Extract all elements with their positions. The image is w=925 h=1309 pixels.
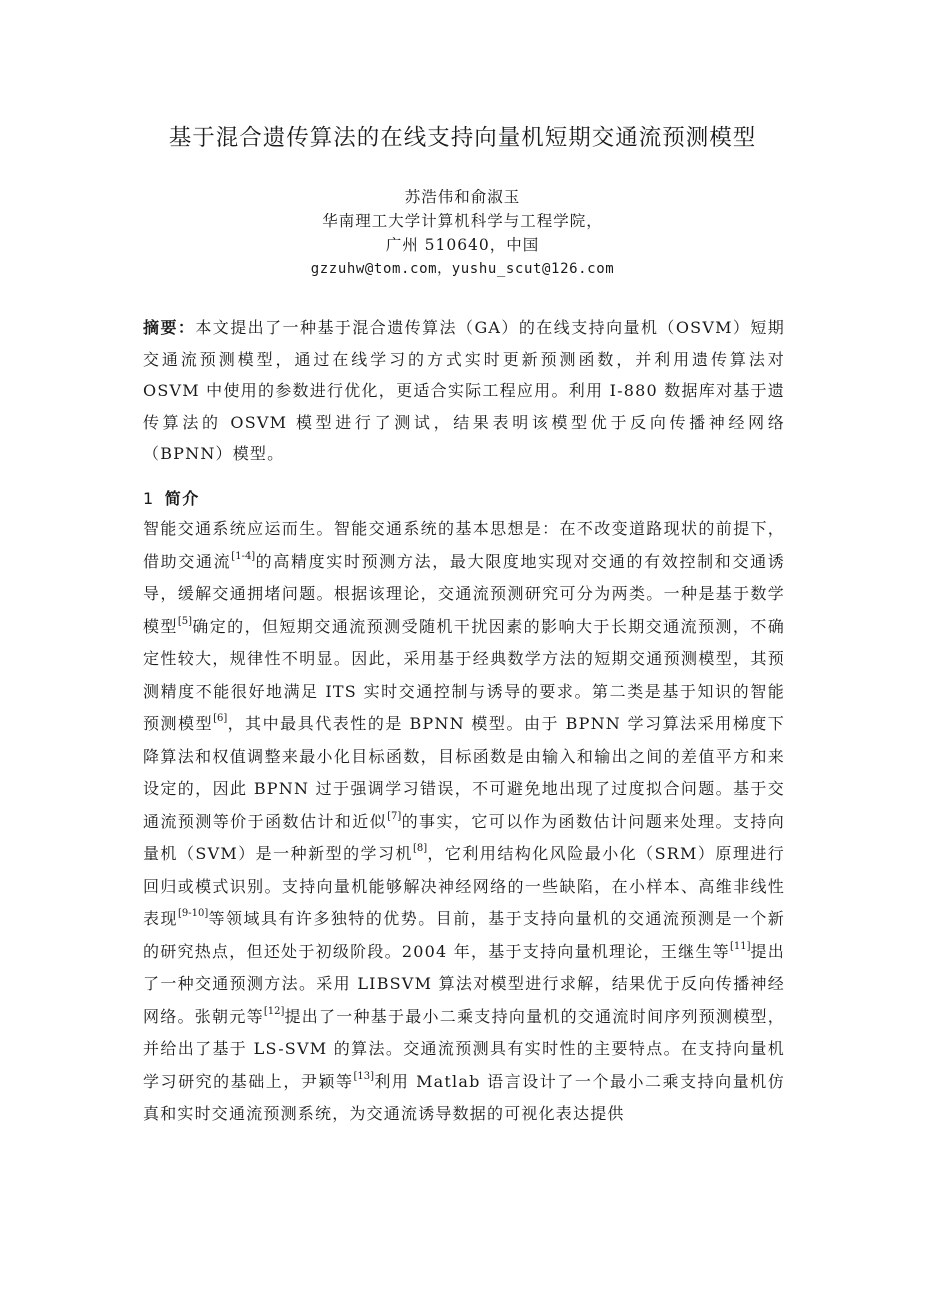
citation: [9-10] xyxy=(177,908,209,919)
intro-paragraph xyxy=(143,513,785,1131)
intro-text: 利用 Matlab 语言设计了一个最小二乘支持向量机仿真和实时交通流预测系统，为交通流诱导数据的可视化表达提供 xyxy=(143,1071,786,1123)
abstract-text: 本文提出了一种基于混合遗传算法（GA）的在线支持向量机（OSVM）短期交通流预测模型，通过在线学习的方式实时更新预测函数，并利用遗传算法对 OSVM 中使用的参数进行优化，更适合实际工程应用。利用 I-880 数据库对基于遗传算法的 OSVM 模型进行了测试，结果表明该模型优于反向传播神经网络（BPNN）模型。 xyxy=(143,318,785,463)
author-block xyxy=(0,185,925,281)
intro-text: 智能交通系统应运而生。智能交通系统的基本思想是：在不改变道路现状的前提下，借助交通流 xyxy=(143,519,785,571)
citation: [11] xyxy=(729,940,751,952)
citation: [1-4] xyxy=(231,550,256,562)
affiliation: 华南理工大学计算机科学与工程学院， xyxy=(322,212,603,230)
abstract-label: 摘要： xyxy=(143,318,196,337)
intro-text: ，其中最具代表性的是 BPNN 模型。由于 BPNN 学习算法采用梯度下降算法和权值调整来最小化目标函数，目标函数是由输入和输出之间的差值平方和来设定的，因此 BPNN 过于强调学习错误，不可避免地出现了过度拟合问题。基于交通流预测等价于函数估计和近似 xyxy=(143,714,785,831)
location: 广州 510640，中国 xyxy=(385,236,540,254)
author-emails: gzzuhw@tom.com，yushu_scut@126.com xyxy=(310,261,615,277)
citation: [13] xyxy=(353,1070,375,1082)
intro-text: 的事实，它可以作为函数估计问题来处理。支持向量机（SVM）是一种新型的学习机 xyxy=(143,811,785,863)
author-names: 苏浩伟和俞淑玉 xyxy=(404,188,521,206)
citation: [8] xyxy=(412,843,428,854)
citation: [12] xyxy=(263,1005,285,1017)
citation: [7] xyxy=(387,810,402,822)
abstract xyxy=(143,312,785,470)
intro-text: 提出了一种交通预测方法。采用 LIBSVM 算法对模型进行求解，结果优于反向传播神经网络。张朝元等 xyxy=(143,941,785,1026)
citation: [6] xyxy=(213,713,228,724)
intro-text: 提出了一种基于最小二乘支持向量机的交通流时间序列预测模型，并给出了基于 LS-SVM 的算法。交通流预测具有实时性的主要特点。在支持向量机学习研究的基础上，尹颖等 xyxy=(143,1006,785,1091)
intro-text: 等领域具有许多独特的优势。目前，基于支持向量机的交通流预测是一个新的研究热点，但还处于初级阶段。2004 年，基于支持向量机理论，王继生等 xyxy=(143,909,785,961)
intro-text: ，它利用结构化风险最小化（SRM）原理进行回归或模式识别。支持向量机能够解决神经网络的一些缺陷，在小样本、高维非线性表现 xyxy=(143,844,786,928)
paper-title: 基于混合遗传算法的在线支持向量机短期交通流预测模型 xyxy=(168,125,757,151)
section-number: 1 xyxy=(143,489,155,508)
intro-text: 的高精度实时预测方法，最大限度地实现对交通的有效控制和交通诱导，缓解交通拥堵问题。根据该理论，交通流预测研究可分为两类。一种是基于数学模型 xyxy=(143,551,785,636)
section-heading xyxy=(143,486,200,512)
section-title: 简介 xyxy=(164,489,200,508)
intro-text: 确定的，但短期交通流预测受随机干扰因素的影响大于长期交通流预测，不确定性较大，规律性不明显。因此，采用基于经典数学方法的短期交通预测模型，其预测精度不能很好地满足 ITS 实时交通控制与诱导的要求。第二类是基于知识的智能预测模型 xyxy=(143,616,785,733)
citation: [5] xyxy=(177,615,193,627)
